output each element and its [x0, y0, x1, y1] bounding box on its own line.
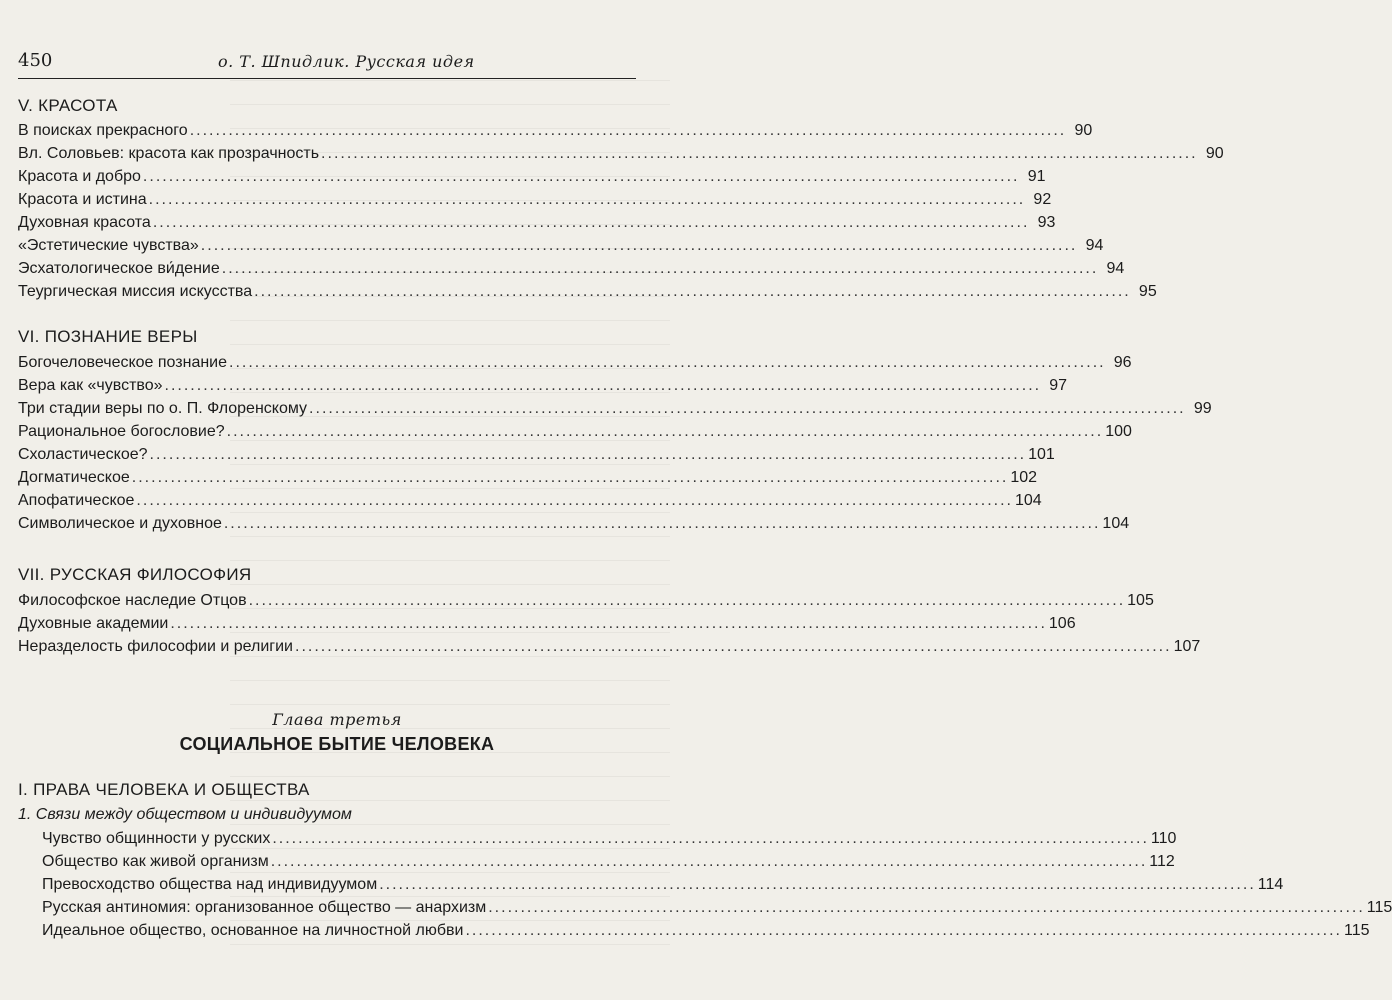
- section-title-poznanie-very: VI. ПОЗНАНИЕ ВЕРЫ: [18, 327, 198, 346]
- toc-entry: [42, 849, 1175, 871]
- toc-entry: [42, 918, 1370, 940]
- toc-entry-label: «Эстетические чувства»: [18, 237, 199, 254]
- leader-dots: ........................................................................................................................................: [142, 168, 1020, 185]
- toc-entry-label: Эсхатологическое ви́дение: [18, 260, 220, 277]
- leader-dots: ........................................................................................................................................: [379, 876, 1256, 893]
- toc-entry-label: Символическое и духовное: [18, 515, 222, 532]
- leader-dots: ........................................................................................................................................: [465, 922, 1342, 939]
- toc-entry: [18, 611, 1076, 633]
- toc-entry-page: 114: [1257, 876, 1284, 893]
- toc-entry-page: 100: [1105, 423, 1132, 440]
- leader-dots: ........................................................................................................................................: [226, 423, 1104, 440]
- toc-entry-page: 90: [1074, 122, 1093, 139]
- leader-dots: ........................................................................................................................................: [223, 515, 1101, 532]
- toc-entry: [18, 210, 1056, 232]
- toc-entry: [18, 373, 1068, 395]
- toc-entry-page: 105: [1127, 592, 1154, 609]
- toc-entry: [18, 233, 1104, 255]
- toc-entry-label: Вера как «чувство»: [18, 377, 163, 394]
- leader-dots: ........................................................................................................................................: [189, 122, 1067, 139]
- toc-entry: [42, 895, 1392, 917]
- toc-entry: [18, 488, 1042, 510]
- chapter-title: СОЦИАЛЬНОЕ БЫТИЕ ЧЕЛОВЕКА: [179, 734, 495, 754]
- toc-entry: [18, 442, 1055, 464]
- toc-entry-page: 107: [1173, 638, 1201, 655]
- toc-entry: [18, 511, 1130, 533]
- toc-entry: [18, 118, 1093, 140]
- toc-entry-page: 97: [1049, 377, 1068, 394]
- toc-entry-label: Общество как живой организм: [42, 853, 269, 870]
- toc-entry: [42, 826, 1177, 848]
- leader-dots: ........................................................................................................................................: [321, 145, 1198, 162]
- toc-entry-label: Рациональное богословие?: [18, 423, 225, 440]
- toc-entry-label: Русская антиномия: организованное общество — анархизм: [42, 899, 487, 916]
- leader-dots: ........................................................................................................................................: [272, 830, 1149, 847]
- leader-dots: ........................................................................................................................................: [248, 592, 1126, 609]
- toc-entry: [18, 588, 1154, 610]
- toc-entry: [18, 164, 1046, 186]
- toc-entry-label: Красота и истина: [18, 191, 147, 208]
- leader-dots: ........................................................................................................................................: [149, 446, 1027, 463]
- toc-entry-page: 110: [1150, 830, 1177, 847]
- toc-entry-label: Апофатическое: [18, 492, 135, 509]
- leader-dots: ........................................................................................................................................: [148, 191, 1026, 208]
- toc-entry-page: 102: [1010, 469, 1038, 486]
- toc-entry-page: 104: [1014, 492, 1042, 509]
- section-title-russkaya-filosofiya: VII. РУССКАЯ ФИЛОСОФИЯ: [18, 565, 252, 584]
- toc-entry-label: Идеальное общество, основанное на личностной любви: [42, 922, 464, 939]
- section-title-prava-cheloveka: I. ПРАВА ЧЕЛОВЕКА И ОБЩЕСТВА: [18, 780, 310, 799]
- toc-entry: [42, 872, 1284, 894]
- toc-entry-label: Духовная красота: [18, 214, 151, 231]
- leader-dots: ........................................................................................................................................: [309, 400, 1186, 417]
- leader-dots: ........................................................................................................................................: [170, 615, 1047, 632]
- toc-entry-label: Неразделость философии и религии: [18, 638, 293, 655]
- leader-dots: ........................................................................................................................................: [200, 237, 1078, 254]
- toc-entry-page: 96: [1113, 354, 1132, 371]
- leader-dots: ........................................................................................................................................: [229, 354, 1106, 371]
- leader-dots: ........................................................................................................................................: [136, 492, 1013, 509]
- toc-entry-page: 104: [1102, 515, 1130, 532]
- toc-entry-page: 95: [1138, 283, 1157, 300]
- toc-entry: [18, 279, 1157, 301]
- toc-entry-page: 92: [1033, 191, 1052, 208]
- toc-entry-page: 106: [1048, 615, 1076, 632]
- toc-entry-label: Чувство общинности у русских: [42, 830, 271, 847]
- toc-entry-page: 99: [1193, 400, 1212, 417]
- toc-entry-page: 115: [1366, 899, 1392, 916]
- toc-entry-label: Философское наследие Отцов: [18, 592, 247, 609]
- subsection-title: 1. Связи между обществом и индивидуумом: [18, 806, 352, 823]
- leader-dots: ........................................................................................................................................: [164, 377, 1042, 394]
- leader-dots: ........................................................................................................................................: [221, 260, 1099, 277]
- toc-entry-page: 101: [1028, 446, 1055, 463]
- toc-entry-page: 90: [1205, 145, 1224, 162]
- toc-entry: [18, 465, 1038, 487]
- page-header: [18, 48, 636, 79]
- page-number: 450: [18, 50, 53, 71]
- chapter-label: Глава третья: [272, 710, 402, 729]
- toc-entry: [18, 141, 1224, 163]
- leader-dots: ........................................................................................................................................: [270, 853, 1148, 870]
- toc-entry-page: 112: [1149, 853, 1175, 870]
- toc-entry-page: 94: [1106, 260, 1125, 277]
- toc-entry-label: Духовные академии: [18, 615, 169, 632]
- toc-entry-label: Красота и добро: [18, 168, 141, 185]
- toc-entry-page: 93: [1037, 214, 1056, 231]
- toc-entry: [18, 419, 1132, 441]
- section-title-krasota: V. КРАСОТА: [18, 96, 118, 115]
- leader-dots: ........................................................................................................................................: [295, 638, 1172, 655]
- toc-entry-label: Схоластическое?: [18, 446, 148, 463]
- toc-entry-label: Вл. Соловьев: красота как прозрачность: [18, 145, 320, 162]
- toc-entry-label: Теургическая миссия искусства: [18, 283, 253, 300]
- toc-entry-label: Богочеловеческое познание: [18, 354, 228, 371]
- toc-entry: [18, 256, 1125, 278]
- toc-entry-label: Три стадии веры по о. П. Флоренскому: [18, 400, 308, 417]
- leader-dots: ........................................................................................................................................: [488, 899, 1365, 916]
- leader-dots: ........................................................................................................................................: [131, 469, 1009, 486]
- running-title: о. Т. Шпидлик. Русская идея: [218, 52, 475, 71]
- leader-dots: ........................................................................................................................................: [152, 214, 1030, 231]
- toc-entry: [18, 634, 1201, 656]
- toc-entry-page: 91: [1027, 168, 1046, 185]
- toc-entry-page: 115: [1344, 922, 1370, 939]
- toc-entry-page: 94: [1085, 237, 1104, 254]
- toc-entry: [18, 350, 1132, 372]
- toc-entry-label: Превосходство общества над индивидуумом: [42, 876, 378, 893]
- toc-entry-label: В поисках прекрасного: [18, 122, 188, 139]
- toc-entry-label: Догматическое: [18, 469, 130, 486]
- leader-dots: ........................................................................................................................................: [254, 283, 1131, 300]
- toc-entry: [18, 187, 1052, 209]
- toc-entry: [18, 396, 1212, 418]
